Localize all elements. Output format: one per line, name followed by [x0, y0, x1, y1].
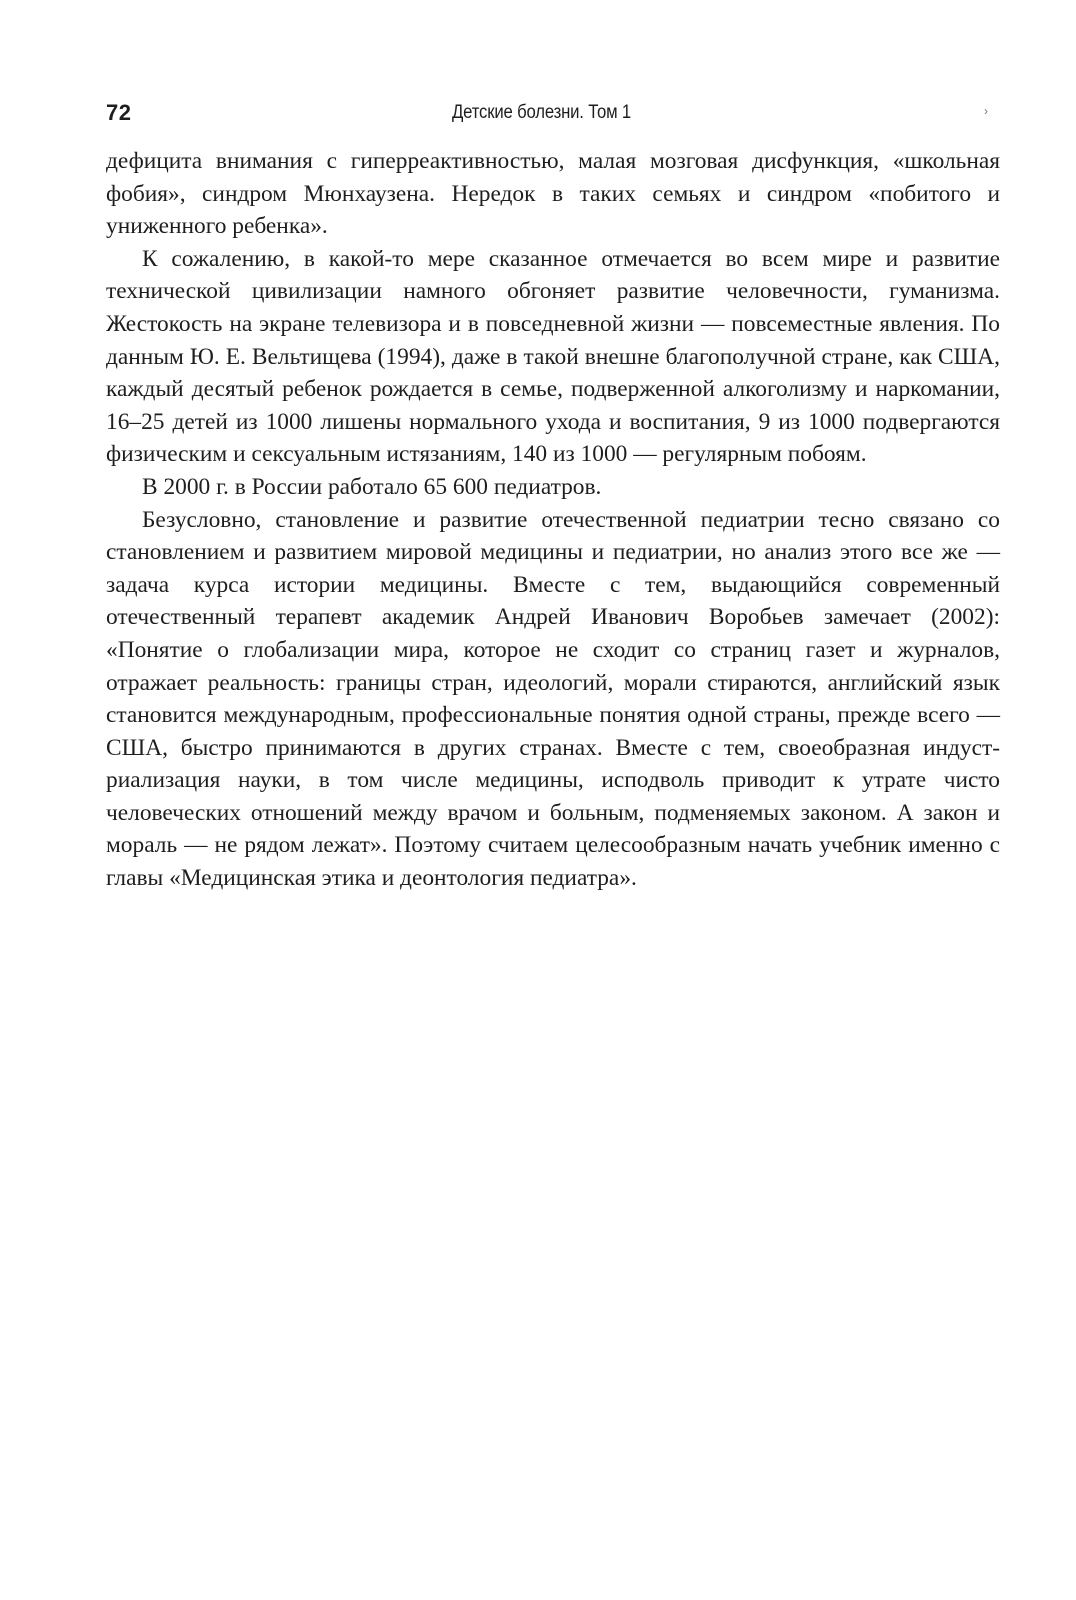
- paragraph: Безусловно, становление и развитие отечественной педиатрии тесно связано со становлением и развитием мировой медицины и педиатрии, но анализ этого все же — задача курса истории медицины. Вместе с тем, выдающийся современный отечественный терапевт академик Андрей Иванович Воробьев замечает (2002): «Понятие о глобализации мира, которое не сходит со страниц газет и журналов, отражает реальность: границы стран, идеологий, морали стираются, английский язык становится международным, профессиональные понятия одной страны, прежде всего — США, быстро принимаются в других странах. Вместе с тем, своеобразная индустриализация науки, в том числе медицины, исподволь приводит к утрате чисто человеческих отношений между врачом и больным, подменяемых законом. А закон и мораль — не рядом лежат». Поэтому считаем целесообразным начать учебник именно с главы «Медицинская этика и деонтология педиатра».: [106, 506, 1000, 892]
- page-number: 72: [106, 100, 132, 125]
- corner-mark: ›: [984, 104, 988, 118]
- paragraph-continuation: дефицита внимания с гиперреактивностью, малая мозговая дисфункция, «школьная фобия», синдром Мюнхаузена. Нередок в таких семьях и синдром «побитого и униженного ребенка».: [106, 148, 1000, 240]
- paragraph: К сожалению, в какой-то мере сказанное отмечается во всем мире и развитие технической цивилизации намного обгоняет развитие человечности, гуманизма. Жестокость на экране телевизора и в повседневной жизни — повсеместные явления. По данным Ю. Е. Вельтищева (1994), даже в такой внешне благополучной стране, как США, каждый десятый ребенок рождается в семье, подверженной алкоголизму и наркомании, 16–25 детей из 1000 лишены нормального ухода и воспитания, 9 из 1000 подвергаются физическим и сексуальным истязаниям, 140 из 1000 — регулярным побоям.: [106, 245, 1000, 468]
- paragraph: В 2000 г. в России работало 65 600 педиатров.: [142, 473, 602, 500]
- running-head: [106, 96, 986, 130]
- body-text: [106, 145, 1000, 895]
- running-title: Детские болезни. Том 1: [452, 102, 631, 123]
